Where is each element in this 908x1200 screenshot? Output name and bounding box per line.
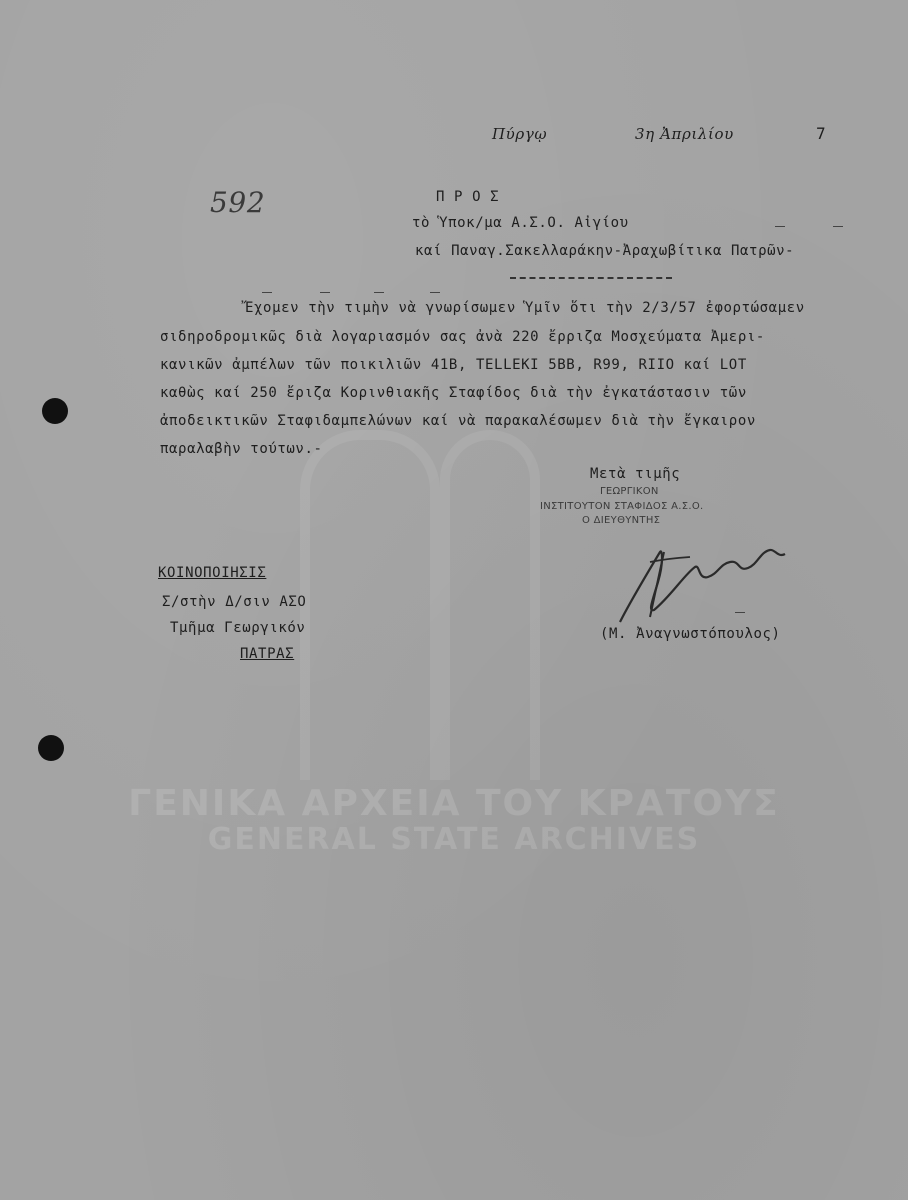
signer-name: (Μ. Ἀναγνωστόπουλος): [600, 626, 781, 642]
recipient-line-1: τὸ Ὑποκ/μα Α.Σ.Ο. Αἰγίου: [412, 215, 629, 231]
cc-title: ΚΟΙΝΟΠΟΙΗΣΙΣ: [158, 565, 267, 581]
stamp-line-1: ΓΕΩΡΓΙΚΟΝ: [600, 486, 659, 497]
cc-line-1: Σ/στὴν Δ/σιν ΑΣΟ: [162, 594, 307, 610]
filler-dash: [833, 226, 843, 227]
body-line-2: σιδηροδρομικῶς διὰ λογαριασμόν σας ἀνὰ 220 ἔρριζα Μοσχεύματα Ἀμερι-: [160, 329, 765, 345]
recipient-heading: Π Ρ Ο Σ: [436, 189, 500, 205]
year: 7: [816, 124, 827, 143]
cc-line-2: Τμῆμα Γεωργικόν: [170, 620, 306, 636]
recipient-underline: [510, 277, 672, 279]
body-line-4: καθὼς καί 250 ἔριζα Κορινθιακῆς Σταφίδος διὰ τὴν ἐγκατάστασιν τῶν: [160, 385, 747, 401]
filler-dash: [430, 292, 440, 293]
closing-greeting: Μετὰ τιμῆς: [590, 466, 681, 482]
archive-logo-watermark: [300, 430, 440, 780]
handwritten-signature: [590, 522, 800, 632]
punch-hole-top: [42, 398, 68, 424]
recipient-line-2: καί Παναγ.Σακελλαράκην-Ἀραχωβίτικα Πατρῶν-: [415, 243, 795, 259]
filler-dash: [320, 292, 330, 293]
body-line-1: Ἔχομεν τὴν τιμὴν νὰ γνωρίσωμεν Ὑμῖν ὅτι τὴν 2/3/57 ἐφορτώσαμεν: [245, 300, 805, 316]
filler-dash: [775, 226, 785, 227]
stamp-line-3: Ο ΔΙΕΥΘΥΝΤΗΣ: [582, 515, 661, 526]
archive-logo-watermark-right: [440, 430, 540, 780]
date: 3η Ἀπριλίου: [635, 125, 734, 143]
punch-hole-bottom: [38, 735, 64, 761]
place: Πύργῳ: [492, 125, 548, 143]
filler-dash: [735, 612, 745, 613]
body-line-3: κανικῶν ἀμπέλων τῶν ποικιλιῶν 41Β, ΤELLEKI 5BB, R99, RIIO καί LOT: [160, 357, 747, 373]
cc-line-3: ΠΑΤΡΑΣ: [240, 646, 295, 662]
filler-dash: [374, 292, 384, 293]
filler-dash: [262, 292, 272, 293]
watermark-greek: ΓΕΝΙΚΑ ΑΡΧΕΙΑ ΤΟΥ ΚΡΑΤΟΥΣ: [128, 783, 780, 824]
stamp-line-2: ΙΝΣΤΙΤΟΥΤΟΝ ΣΤΑΦΙΔΟΣ Α.Σ.Ο.: [540, 501, 704, 512]
protocol-number: 592: [210, 186, 266, 219]
body-line-6: παραλαβὴν τούτων.-: [160, 441, 323, 457]
watermark-english: GENERAL STATE ARCHIVES: [207, 822, 701, 857]
body-line-5: ἀποδεικτικῶν Σταφιδαμπελώνων καί νὰ παρακαλέσωμεν διὰ τὴν ἔγκαιρον: [160, 413, 756, 429]
